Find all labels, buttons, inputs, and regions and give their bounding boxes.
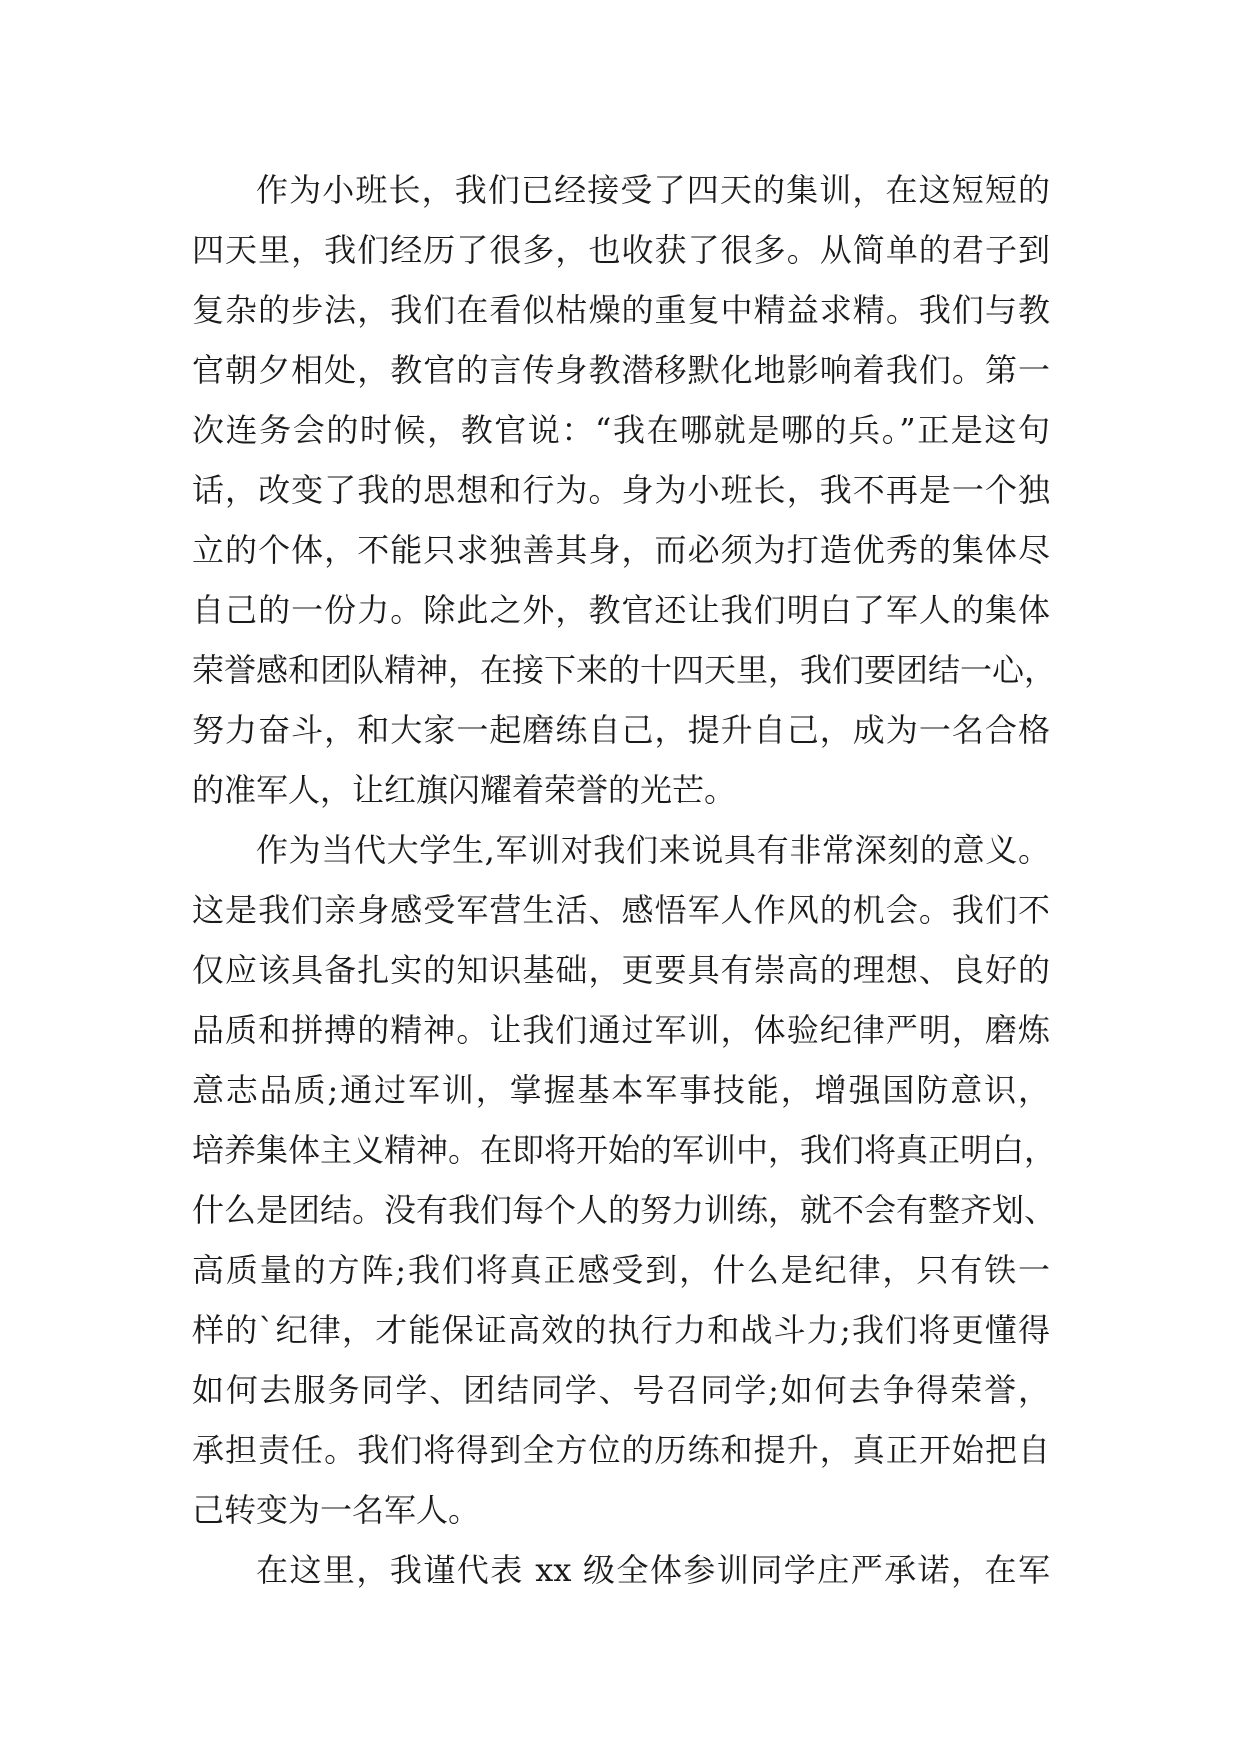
text-line: 品质和拼搏的精神。让我们通过军训，体验纪律严明，磨炼 — [192, 1011, 1050, 1049]
text-line: 作为小班长，我们已经接受了四天的集训，在这短短的 — [256, 171, 1050, 209]
text-line: 如何去服务同学、团结同学、号召同学;如何去争得荣誉， — [192, 1371, 1050, 1409]
text-line: 官朝夕相处，教官的言传身教潜移默化地影响着我们。第一 — [192, 351, 1050, 389]
text-line: 的准军人，让红旗闪耀着荣誉的光芒。 — [192, 771, 737, 809]
paragraph-1 — [192, 160, 1057, 820]
text-line: 承担责任。我们将得到全方位的历练和提升，真正开始把自 — [192, 1431, 1050, 1469]
text-line: 样的`纪律，才能保证高效的执行力和战斗力;我们将更懂得 — [192, 1311, 1050, 1349]
paragraph-2 — [192, 820, 1057, 1540]
text-line: 培养集体主义精神。在即将开始的军训中，我们将真正明白， — [192, 1131, 1057, 1169]
text-line: 高质量的方阵;我们将真正感受到，什么是纪律，只有铁一 — [192, 1251, 1050, 1289]
document-body — [192, 160, 1057, 1600]
text-line: 这是我们亲身感受军营生活、感悟军人作风的机会。我们不 — [192, 891, 1050, 929]
text-line: 荣誉感和团队精神，在接下来的十四天里，我们要团结一心， — [192, 651, 1057, 689]
text-line: 复杂的步法，我们在看似枯燥的重复中精益求精。我们与教 — [192, 291, 1050, 329]
text-line: 意志品质;通过军训，掌握基本军事技能，增强国防意识， — [192, 1071, 1050, 1109]
text-line: 努力奋斗，和大家一起磨练自己，提升自己，成为一名合格 — [192, 711, 1050, 749]
text-line: 四天里，我们经历了很多，也收获了很多。从简单的君子到 — [192, 231, 1050, 269]
text-line: 己转变为一名军人。 — [192, 1491, 481, 1529]
text-line: 话，改变了我的思想和行为。身为小班长，我不再是一个独 — [192, 471, 1050, 509]
paragraph-3 — [192, 1540, 1050, 1600]
text-line: 仅应该具备扎实的知识基础，更要具有崇高的理想、良好的 — [192, 951, 1050, 989]
text-line: 什么是团结。没有我们每个人的努力训练，就不会有整齐划、 — [192, 1191, 1057, 1229]
text-line: 自己的一份力。除此之外，教官还让我们明白了军人的集体 — [192, 591, 1050, 629]
text-line: 作为当代大学生,军训对我们来说具有非常深刻的意义。 — [256, 831, 1050, 869]
text-line: 次连务会的时候，教官说：“我在哪就是哪的兵。”正是这句 — [192, 411, 1050, 449]
text-line: 在这里，我谨代表 xx 级全体参训同学庄严承诺，在军 — [256, 1551, 1050, 1589]
text-line: 立的个体，不能只求独善其身，而必须为打造优秀的集体尽 — [192, 531, 1050, 569]
